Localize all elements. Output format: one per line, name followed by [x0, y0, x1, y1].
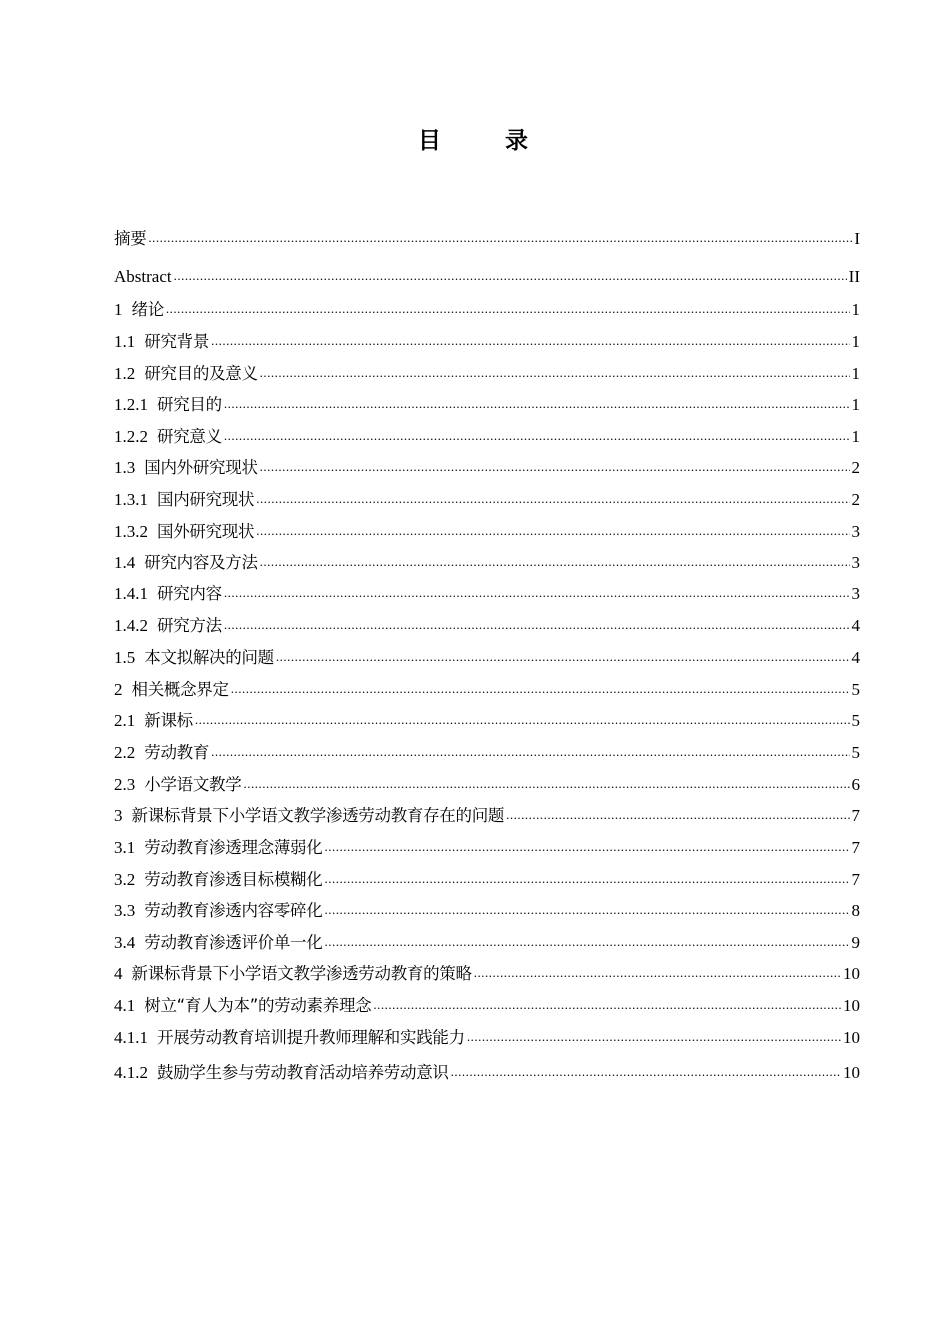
- toc-entry[interactable]: [114, 520, 860, 542]
- toc-entry-title: 开展劳动教育培训提升教师理解和实践能力: [157, 1028, 465, 1047]
- toc-entry-number: 2: [114, 680, 123, 699]
- toc-dot-leader: [211, 741, 849, 758]
- toc-entry-number: 3.4: [114, 933, 136, 952]
- toc-dot-leader: [148, 227, 852, 244]
- toc-dot-leader: [224, 425, 850, 442]
- toc-entry-page-number: 2: [851, 490, 860, 509]
- toc-entry-title: 研究意义: [157, 427, 222, 446]
- toc-entry-title: 劳动教育渗透理念薄弱化: [144, 838, 323, 857]
- toc-entry-page-number: 8: [851, 901, 860, 920]
- toc-entry-page-number: 7: [851, 806, 860, 825]
- toc-entry-page-number: 1: [851, 427, 860, 446]
- toc-entry[interactable]: [114, 488, 860, 510]
- toc-entry-page-number: 1: [851, 332, 860, 351]
- toc-entry-title: 国外研究现状: [157, 522, 255, 541]
- toc-entry-number: 1.4: [114, 553, 136, 572]
- toc-entry[interactable]: [114, 456, 860, 478]
- toc-entry-title: 研究目的: [157, 395, 222, 414]
- toc-entry-page-number: 4: [851, 648, 860, 667]
- toc-entry-page-number: 7: [851, 838, 860, 857]
- toc-entry-title: 新课标背景下小学语文教学渗透劳动教育的策略: [131, 964, 472, 983]
- toc-dot-leader: [211, 330, 849, 347]
- toc-dot-leader: [256, 488, 849, 505]
- toc-entry-number: 1.2.2: [114, 427, 148, 446]
- toc-entry[interactable]: [114, 804, 860, 826]
- page-title: 目 录: [417, 128, 556, 154]
- toc-entry-number: 1.3: [114, 458, 136, 477]
- toc-entry[interactable]: [114, 646, 860, 668]
- toc-entry-title: Abstract: [114, 267, 172, 286]
- toc-entry-page-number: 10: [843, 996, 860, 1015]
- toc-dot-leader: [174, 265, 847, 282]
- toc-entry-title: 研究方法: [157, 616, 222, 635]
- toc-entry-title: 研究背景: [144, 332, 210, 351]
- toc-entry-page-number: 2: [851, 458, 860, 477]
- toc-entry-number: 3: [114, 806, 123, 825]
- toc-dot-leader: [260, 456, 850, 473]
- toc-dot-leader: [224, 614, 850, 631]
- toc-entry[interactable]: [114, 962, 860, 984]
- toc-entry-number: 4.1: [114, 996, 136, 1015]
- toc-entry-page-number: 1: [851, 364, 860, 383]
- toc-entry-number: 1.4.2: [114, 616, 148, 635]
- toc-entry-number: 1: [114, 300, 123, 319]
- toc-entry-number: 1.3.1: [114, 490, 148, 509]
- toc-entry-number: 4.1.1: [114, 1028, 148, 1047]
- toc-entry[interactable]: [114, 709, 860, 731]
- toc-entry-title: 劳动教育: [144, 743, 210, 762]
- toc-entry-number: 3.2: [114, 870, 136, 889]
- toc-entry[interactable]: [114, 773, 860, 795]
- toc-entry[interactable]: [114, 1026, 860, 1048]
- toc-entry[interactable]: [114, 298, 860, 320]
- toc-entry-number: 1.3.2: [114, 522, 148, 541]
- toc-entry-title: 研究内容及方法: [144, 553, 258, 572]
- toc-entry-number: 1.2.1: [114, 395, 148, 414]
- toc-entry[interactable]: [114, 899, 860, 921]
- toc-entry-page-number: 4: [851, 616, 860, 635]
- toc-entry-page-number: 10: [843, 964, 860, 983]
- toc-entry-page-number: 5: [851, 743, 860, 762]
- toc-entry-title: 劳动教育渗透评价单一化: [144, 933, 323, 952]
- toc-dot-leader: [166, 298, 850, 315]
- toc-entry-number: 4.1.2: [114, 1063, 148, 1082]
- toc-entry-number: 2.3: [114, 775, 136, 794]
- toc-entry-page-number: 6: [851, 775, 860, 794]
- toc-entry-page-number: 1: [851, 300, 860, 319]
- toc-entry-number: 3.1: [114, 838, 136, 857]
- toc-entry[interactable]: [114, 868, 860, 890]
- toc-dot-leader: [260, 551, 850, 568]
- toc-entry-title: 本文拟解决的问题: [144, 648, 274, 667]
- toc-entry-title: 劳动教育渗透目标模糊化: [144, 870, 323, 889]
- toc-entry[interactable]: [114, 551, 860, 573]
- toc-entry-number: 1.1: [114, 332, 136, 351]
- toc-dot-leader: [231, 678, 850, 695]
- toc-entry[interactable]: [114, 836, 860, 858]
- toc-entry[interactable]: [114, 1061, 860, 1083]
- toc-dot-leader: [195, 709, 850, 726]
- toc-dot-leader: [224, 582, 850, 599]
- toc-dot-leader: [243, 773, 849, 790]
- toc-entry[interactable]: [114, 425, 860, 447]
- toc-entry-page-number: 7: [851, 870, 860, 889]
- toc-entry-title: 绪论: [131, 300, 164, 319]
- toc-entry-page-number: II: [848, 267, 860, 286]
- toc-entry-page-number: 9: [851, 933, 860, 952]
- toc-entry[interactable]: [114, 582, 860, 604]
- toc-dot-leader: [324, 899, 849, 916]
- toc-dot-leader: [506, 804, 849, 821]
- toc-entry-title: 国内研究现状: [157, 490, 255, 509]
- toc-entry-page-number: 5: [851, 711, 860, 730]
- toc-entry-page-number: I: [854, 229, 860, 248]
- toc-entry-page-number: 3: [851, 522, 860, 541]
- toc-entry-number: 4: [114, 964, 123, 983]
- toc-entry[interactable]: [114, 265, 860, 287]
- toc-entry[interactable]: [114, 362, 860, 384]
- toc-entry-page-number: 10: [843, 1028, 860, 1047]
- toc-entry-title: 新课标: [144, 711, 193, 730]
- toc-entry[interactable]: [114, 614, 860, 636]
- toc-dot-leader: [256, 520, 849, 537]
- toc-entry[interactable]: [114, 994, 860, 1016]
- toc-entry-title: 摘要: [114, 229, 147, 248]
- toc-dot-leader: [324, 836, 849, 853]
- toc-dot-leader: [467, 1026, 841, 1043]
- toc-entry-title: 研究内容: [157, 584, 222, 603]
- toc-entry-title: 新课标背景下小学语文教学渗透劳动教育存在的问题: [131, 806, 505, 825]
- toc-dot-leader: [324, 931, 849, 948]
- toc-entry-number: 2.1: [114, 711, 136, 730]
- toc-entry-title: 小学语文教学: [144, 775, 242, 794]
- toc-entry-page-number: 5: [851, 680, 860, 699]
- toc-dot-leader: [224, 393, 850, 410]
- toc-entry[interactable]: [114, 678, 860, 700]
- toc-entry[interactable]: [114, 741, 860, 763]
- toc-entry-title: 鼓励学生参与劳动教育活动培养劳动意识: [157, 1063, 449, 1082]
- toc-dot-leader: [276, 646, 850, 663]
- toc-entry-page-number: 1: [851, 395, 860, 414]
- toc-entry[interactable]: [114, 931, 860, 953]
- toc-entry-number: 1.5: [114, 648, 136, 667]
- toc-dot-leader: [260, 362, 850, 379]
- toc-entry-number: 2.2: [114, 743, 136, 762]
- toc-entry[interactable]: [114, 393, 860, 415]
- toc-entry-title: 国内外研究现状: [144, 458, 258, 477]
- toc-dot-leader: [324, 868, 849, 885]
- toc-entry[interactable]: [114, 227, 860, 249]
- toc-dot-leader: [474, 962, 841, 979]
- toc-entry-page-number: 10: [843, 1063, 860, 1082]
- toc-entry-title: 劳动教育渗透内容零碎化: [144, 901, 323, 920]
- toc-dot-leader: [451, 1061, 841, 1078]
- toc-dot-leader: [373, 994, 841, 1011]
- toc-entry-number: 3.3: [114, 901, 136, 920]
- toc-entry-title: 研究目的及意义: [144, 364, 258, 383]
- toc-entry-page-number: 3: [851, 553, 860, 572]
- toc-entry-number: 1.2: [114, 364, 136, 383]
- toc-entry-page-number: 3: [851, 584, 860, 603]
- toc-entry-title: 相关概念界定: [131, 680, 229, 699]
- toc-entry-number: 1.4.1: [114, 584, 148, 603]
- toc-entry-title: 树立“育人为本”的劳动素养理念: [144, 996, 372, 1015]
- toc-entry[interactable]: [114, 330, 860, 352]
